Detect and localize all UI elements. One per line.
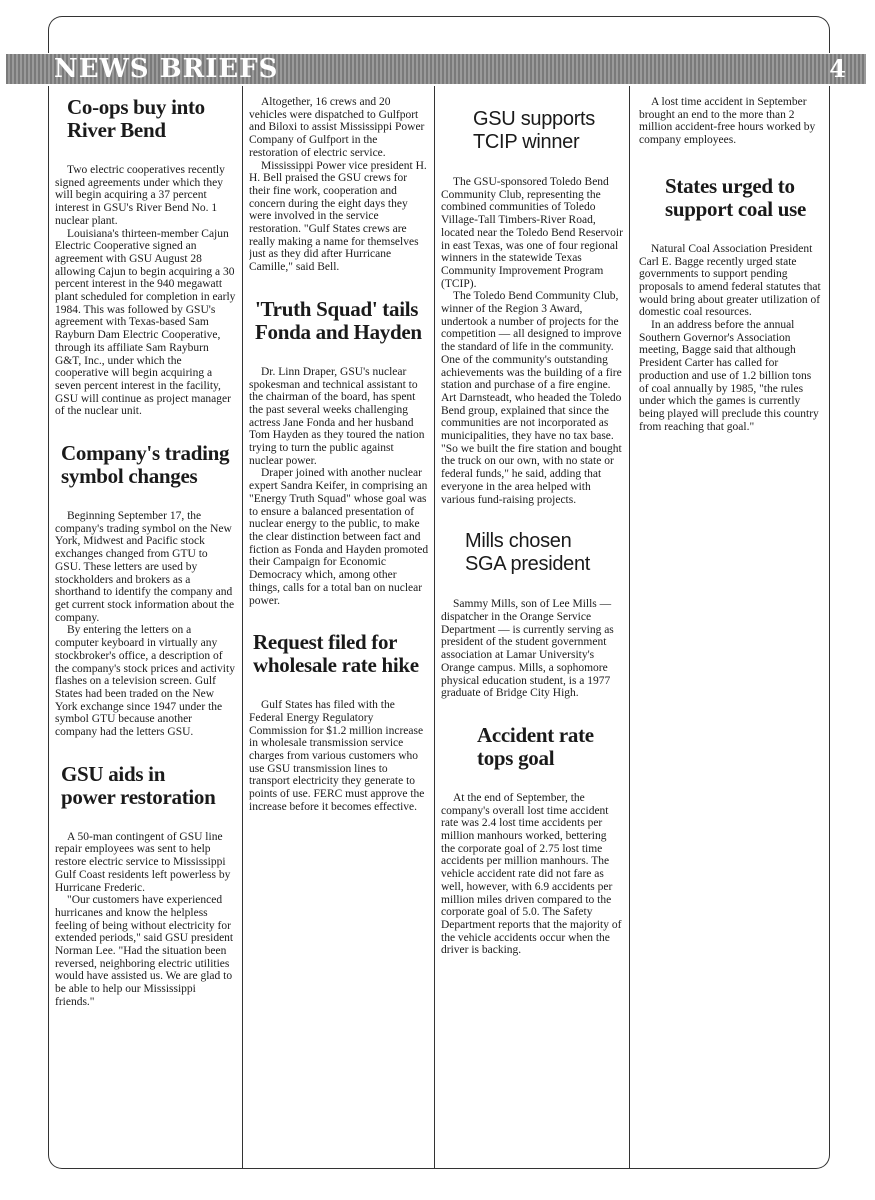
paragraph: Louisiana's thirteen-member Cajun Electric Cooperative signed an agreement with GSU August 28 allowing Cajun to begin acquiring a 30 percent interest in the 940 megawatt plant scheduled for completion in early 1984. This was followed by GSU's agreement with Texas-based Sam Rayburn Dam Electric Cooperative, through its affiliate Sam Rayburn G&T, Inc., under which the cooperative will begin acquiring a seven percent interest in the facility, GSU will continue as project manager of the nuclear unit. [55, 227, 236, 418]
paragraph: The Toledo Bend Community Club, winner of the Region 3 Award, undertook a number of projects for the competition — all designed to improve the standard of life in the community. One of the community's outstanding achievements was the building of a fire station and purchase of a fire engine. Art Darnsteadt, who headed the Toledo Bend group, explained that since the communities are not incorporated as municipalities, they have no tax base. "So we built the fire station and bought the truck on our own, with no state or federal funds," he said, adding that everyone in the area helped with various fund-raising projects. [441, 290, 622, 506]
article-tcip-winner [441, 108, 623, 506]
paragraph: "Our customers have experienced hurricanes and know the helpless feeling of being without electricity for extended periods," said GSU president Norman Lee. "Had the situation been reversed, neighboring electric utilities would have assisted us. We are glad to be able to help our Mississippi friends." [55, 894, 234, 1008]
page-number: 4 [829, 54, 846, 83]
headline: GSU supports TCIP winner [473, 108, 596, 153]
paragraph: A 50-man contingent of GSU line repair employees was sent to help restore electric service to Mississippi Gulf Coast residents left powerless by Hurricane Frederic. [55, 830, 231, 894]
article-wholesale-rate [249, 631, 429, 813]
paragraph: Mississippi Power vice president H. H. Bell praised the GSU crews for their fine work, cooperation and concern during the eight days they were involved in the service restoration. "Gulf States crews are really making a name for themselves just as they did after Hurricane Camille," said Bell. [249, 159, 427, 274]
paragraph: The GSU-sponsored Toledo Bend Community Club, representing the combined communities of Toledo Village-Tall Timbers-River Road, located near the Toledo Bend Reservoir in east Texas, was one of four regional winners in the statewide Texas Community Improvement Program (TCIP). [441, 176, 623, 290]
article-power-restoration-continued [249, 96, 429, 274]
column-2 [249, 96, 429, 1164]
article-power-restoration [55, 763, 236, 1009]
column-rule [434, 86, 435, 1168]
paragraph: Draper joined with another nuclear expert Sandra Keifer, in comprising an "Energy Truth Squad" whose goal was to ensure a balanced presentation of nuclear energy to the public, to make the clear distinction between fact and fiction as Fonda and Hayden promoted their Campaign for Economic Democracy which, among other things, calls for a total ban on nuclear power. [249, 467, 429, 607]
page-frame-top [48, 16, 830, 53]
paragraph: Gulf States has filed with the Federal Energy Regulatory Commission for $1.2 million increase in wholesale transmission service charges from various customers who use GSU transmission lines to transport electricity they generate to points of use. FERC must approve the increase before it becomes effective. [249, 699, 425, 813]
article-accident-rate-continued [639, 96, 821, 147]
paragraph: Dr. Linn Draper, GSU's nuclear spokesman and technical assistant to the chairman of the board, has spent the past several weeks challenging actress Jane Fonda and her husband Tom Hayden as they toured the nation trying to turn the public against nuclear power. [249, 365, 425, 467]
paragraph: Sammy Mills, son of Lee Mills — dispatcher in the Orange Service Department — is currently serving as president of the student government association at Lamar University's Orange campus. Mills, a sophomore physical education student, is a 1977 graduate of Bridge City High. [441, 598, 614, 700]
article-trading-symbol [55, 442, 236, 739]
column-rule [629, 86, 630, 1168]
paragraph: By entering the letters on a computer keyboard in virtually any stockbroker's office, a description of the company's stock prices and activity flashes on a television screen. Gulf States had been traded on the New York exchange since 1947 under the symbol GTU because another company had the letters GSU. [55, 624, 235, 739]
section-title: NEWS BRIEFS [54, 54, 279, 84]
paragraph: Natural Coal Association President Carl E. Bagge recently urged state governments to support pending proposals to amend federal statutes that would bring about greater utilization of domestic coal resources. [639, 242, 821, 319]
paragraph: Two electric cooperatives recently signed agreements under which they will begin acquiring a 37 percent interest in GSU's River Bend No. 1 nuclear plant. [55, 164, 225, 227]
column-4 [639, 96, 821, 1164]
column-3 [441, 96, 623, 1164]
paragraph: A lost time accident in September brought an end to the more than 2 million accident-free hours worked by company employees. [639, 96, 816, 147]
headline: Request filed for wholesale rate hike [253, 630, 419, 678]
paragraph: At the end of September, the company's overall lost time accident rate was 2.4 lost time accidents per million manhours worked, bettering the corporate goal of 2.75 lost time accidents per million manhours. The vehicle accident rate did not fare as well, however, with 6.9 accidents per million miles driven compared to the corporate goal of 5.0. The Safety Department reports that the majority of the vehicle accidents occur when the driver is backing. [441, 791, 622, 957]
column-1 [55, 96, 236, 1164]
headline: Accident rate tops goal [477, 722, 594, 770]
paragraph: In an address before the annual Southern Governor's Association meeting, Bagge said that although President Carter has called for production and use of 1.2 billion tons of coal annually by 1985, "the rules under which the games is currently being played will preclude this country from reaching that goal." [639, 319, 819, 433]
headline: 'Truth Squad' tails Fonda and Hayden [255, 296, 422, 344]
headline: States urged to support coal use [665, 173, 807, 221]
paragraph: Beginning September 17, the company's trading symbol on the New York, Midwest and Pacific stock exchanges changed from GTU to GSU. These letters are used by stockholders and brokers as a shorthand to identify the company and get current stock information about the company. [55, 510, 235, 624]
page-frame [48, 86, 830, 1169]
headline: Mills chosen SGA president [465, 530, 591, 576]
headline: Company's trading symbol changes [61, 441, 230, 489]
article-accident-rate [441, 724, 623, 957]
article-coal-use [639, 175, 821, 434]
headline: GSU aids in power restoration [61, 761, 216, 809]
article-sga-president [441, 530, 623, 700]
headline: Co-ops buy into River Bend [67, 96, 205, 142]
column-rule [242, 86, 243, 1168]
article-truth-squad [249, 298, 429, 607]
paragraph: Altogether, 16 crews and 20 vehicles were dispatched to Gulfport and Biloxi to assist Mississippi Power Company of Gulfport in the restoration of electric service. [249, 96, 425, 159]
article-co-ops-river-bend [55, 96, 236, 418]
section-banner [6, 54, 866, 84]
